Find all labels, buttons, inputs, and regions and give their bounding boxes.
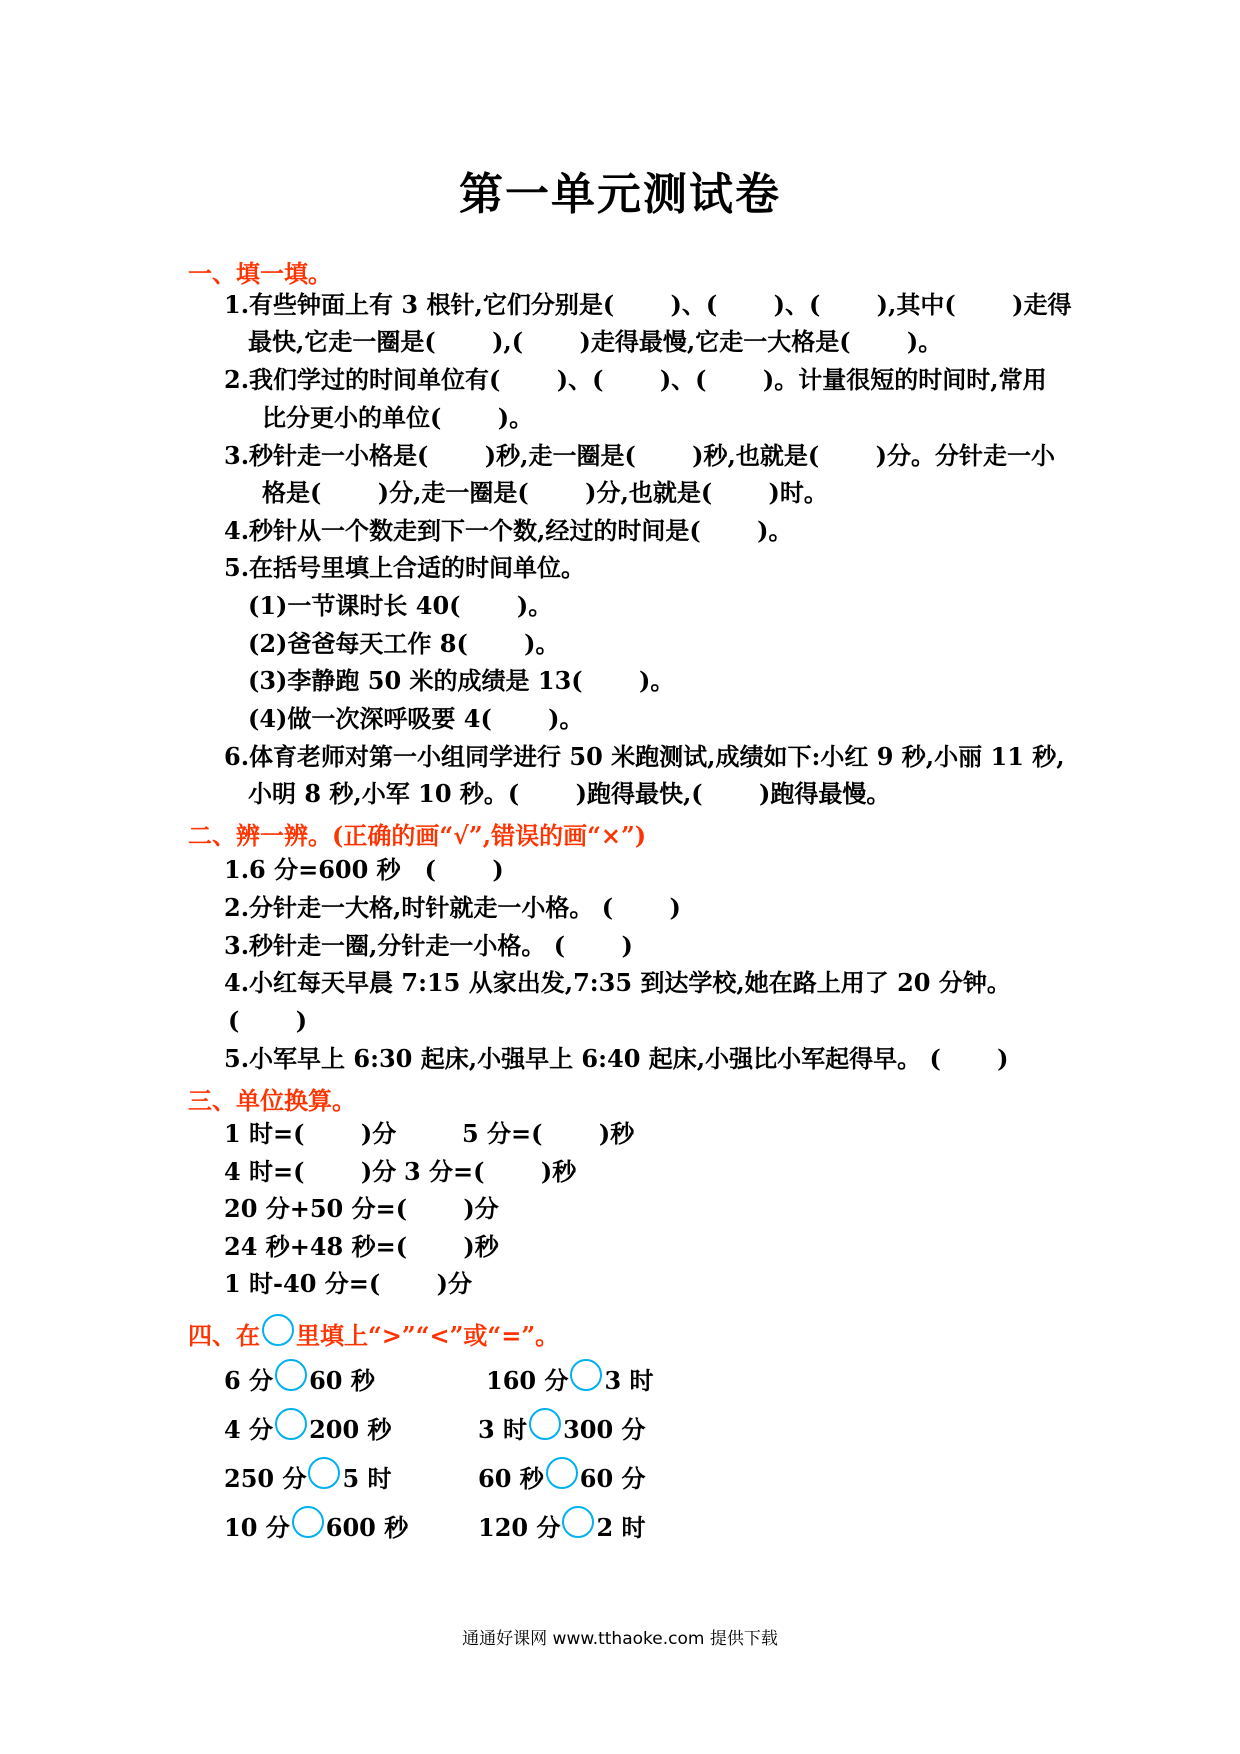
compare-item-1 <box>224 1366 375 1399</box>
s3-item-4: 3 分=( )秒 <box>404 1157 577 1186</box>
compare-left: 60 秒 <box>478 1464 544 1493</box>
compare-left: 10 分 <box>224 1513 290 1542</box>
s1-line-11: (3)李静跑 50 米的成绩是 13( )。 <box>248 666 675 695</box>
s3-item-2: 5 分=( )秒 <box>462 1119 635 1148</box>
compare-right: 3 时 <box>604 1366 654 1395</box>
answer-circle[interactable] <box>562 1506 594 1538</box>
s2-line-2: 2.分针走一大格,时针就走一小格。 ( ) <box>224 893 681 922</box>
s1-line-8: 5.在括号里填上合适的时间单位。 <box>224 553 586 582</box>
compare-left: 250 分 <box>224 1464 307 1493</box>
compare-circle-icon <box>262 1314 294 1346</box>
s2-line-5: ( ) <box>228 1006 308 1035</box>
compare-right: 600 秒 <box>325 1513 409 1542</box>
s1-line-9: (1)一节课时长 40( )。 <box>248 591 553 620</box>
s1-line-6: 格是( )分,走一圈是( )分,也就是( )时。 <box>262 478 828 507</box>
s1-line-2: 最快,它走一圈是( ),( )走得最慢,它走一大格是( )。 <box>248 327 943 356</box>
compare-left: 160 分 <box>486 1366 569 1395</box>
section-3-heading: 三、单位换算。 <box>188 1086 356 1115</box>
s1-line-12: (4)做一次深呼吸要 4( )。 <box>248 704 584 733</box>
compare-left: 120 分 <box>478 1513 561 1542</box>
answer-circle[interactable] <box>570 1359 602 1391</box>
compare-item-5 <box>224 1464 392 1497</box>
compare-left: 4 分 <box>224 1415 274 1444</box>
answer-circle[interactable] <box>529 1408 561 1440</box>
compare-item-2 <box>486 1366 654 1399</box>
answer-circle[interactable] <box>275 1408 307 1440</box>
section-1-heading: 一、填一填。 <box>188 259 332 288</box>
page-title: 第一单元测试卷 <box>459 169 781 220</box>
s3-item-6: 24 秒+48 秒=( )秒 <box>224 1232 499 1261</box>
compare-item-8 <box>478 1513 646 1546</box>
s2-line-6: 5.小军早上 6:30 起床,小强早上 6:40 起床,小强比小军起得早。 ( ) <box>224 1044 1009 1073</box>
compare-right: 5 时 <box>342 1464 392 1493</box>
compare-item-7 <box>224 1513 408 1546</box>
s1-line-4: 比分更小的单位( )。 <box>262 403 534 432</box>
answer-circle[interactable] <box>292 1506 324 1538</box>
footer-credit: 通通好课网 www.tthaoke.com 提供下载 <box>462 1629 778 1649</box>
compare-right: 60 秒 <box>309 1366 375 1395</box>
compare-right: 60 分 <box>579 1464 646 1493</box>
s3-item-5: 20 分+50 分=( )分 <box>224 1194 499 1223</box>
compare-right: 300 分 <box>563 1415 646 1444</box>
section-4-heading <box>188 1316 559 1354</box>
answer-circle[interactable] <box>275 1359 307 1391</box>
s1-line-7: 4.秒针从一个数走到下一个数,经过的时间是( )。 <box>224 516 793 545</box>
s2-line-1: 1.6 分=600 秒 ( ) <box>224 855 504 884</box>
s1-line-10: (2)爸爸每天工作 8( )。 <box>248 629 560 658</box>
compare-item-3 <box>224 1415 392 1448</box>
s3-item-1: 1 时=( )分 <box>224 1119 397 1148</box>
s1-line-5: 3.秒针走一小格是( )秒,走一圈是( )秒,也就是( )分。分针走一小 <box>224 441 1055 470</box>
s3-item-7: 1 时-40 分=( )分 <box>224 1269 472 1298</box>
s1-line-3: 2.我们学过的时间单位有( )、( )、( )。计量很短的时间时,常用 <box>224 365 1047 394</box>
compare-left: 6 分 <box>224 1366 274 1395</box>
answer-circle[interactable] <box>308 1457 340 1489</box>
s3-item-3: 4 时=( )分 <box>224 1157 397 1186</box>
compare-right: 200 秒 <box>309 1415 392 1444</box>
answer-circle[interactable] <box>546 1457 578 1489</box>
section-4-heading-pre: 四、在 <box>188 1321 260 1350</box>
section-2-heading: 二、辨一辨。(正确的画“√”,错误的画“×”) <box>188 821 647 850</box>
compare-item-4 <box>478 1415 646 1448</box>
compare-left: 3 时 <box>478 1415 528 1444</box>
section-4-heading-post: 里填上“>”“<”或“=”。 <box>296 1321 560 1350</box>
compare-item-6 <box>478 1464 646 1497</box>
s1-line-14: 小明 8 秒,小军 10 秒。( )跑得最快,( )跑得最慢。 <box>248 779 891 808</box>
s1-line-13: 6.体育老师对第一小组同学进行 50 米跑测试,成绩如下:小红 9 秒,小丽 11 秒, <box>224 742 1065 771</box>
s2-line-4: 4.小红每天早晨 7:15 从家出发,7:35 到达学校,她在路上用了 20 分钟。 <box>224 968 1011 997</box>
s2-line-3: 3.秒针走一圈,分针走一小格。 ( ) <box>224 931 633 960</box>
compare-right: 2 时 <box>596 1513 646 1542</box>
s1-line-1: 1.有些钟面上有 3 根针,它们分别是( )、( )、( ),其中( )走得 <box>224 290 1072 319</box>
